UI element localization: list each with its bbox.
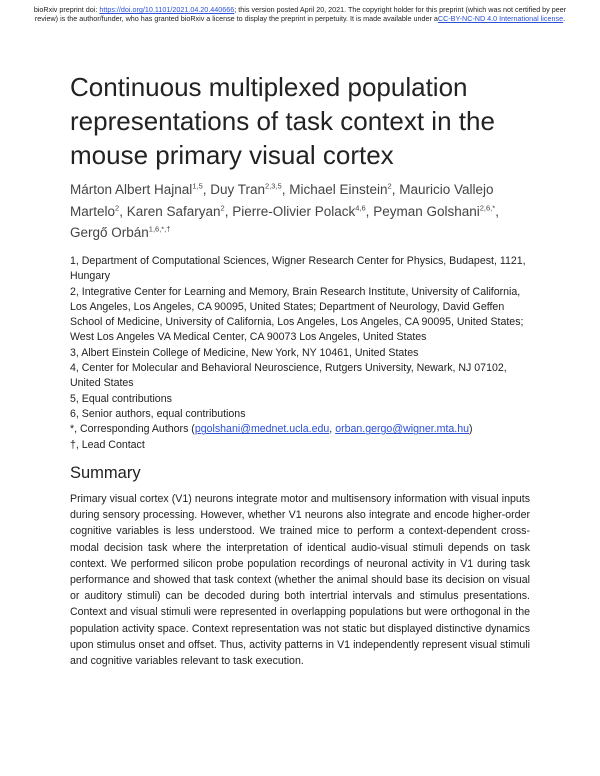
paper-title: Continuous multiplexed population representations of task context in the mouse primary visual cortex <box>70 72 495 170</box>
preprint-header: bioRxiv preprint doi: https://doi.org/10.1101/2021.04.20.440666; this version posted April 20, 2021. The copyright holder for this preprint (which was not certified by peer review) is the author/funder, who has granted bioRxiv a license to display the preprint in perpetuity. It is made available under aCC-BY-NC-ND 4.0 International license. <box>33 5 567 23</box>
author: Mauricio Vallejo Martelo$^2$, <box>70 182 494 219</box>
lead-contact: †, Lead Contact <box>70 438 145 451</box>
corresponding-authors: *, Corresponding Authors (pgolshani@mednet.ucla.edu, orban.gergo@wigner.mta.hu) <box>70 423 473 436</box>
email-link-golshani[interactable]: pgolshani@mednet.ucla.edu <box>194 423 330 436</box>
author: Márton Albert Hajnal$^{1,5}$, <box>70 181 211 197</box>
author: Michael Einstein$^2$, <box>289 181 400 197</box>
summary-text: Primary visual cortex (V1) neurons integrate motor and multisensory information with visual inputs during sensory processing. However, whether V1 neurons also integrate and encode higher-order cognitive variables is less understood. We trained mice to perform a context-dependent cross-modal decision task where the interpretation of identical audio-visual stimuli depends on task context. We performed silicon probe population recordings of neuronal activity in V1 during task performance and showed that task context (whether the animal should base its decision on visual or auditory stimuli) can be decoded during both intertrial intervals and stimulus presentations. Context and visual stimuli were represented in overlapping populations but were orthogonal in the population activity space. Context representation was not static but displayed distinctive dynamics upon stimulus onset and offset. Thus, activity patterns in V1 independently represent visual stimuli and cognitive variables relevant to task execution. <box>70 493 530 668</box>
doi-link[interactable]: https://doi.org/10.1101/2021.04.20.440666 <box>99 5 235 14</box>
affiliation-item: 3, Albert Einstein College of Medicine, New York, NY 10461, United States <box>70 346 419 359</box>
author: Karen Safaryan$^2$, <box>126 203 233 219</box>
author: Peyman Golshani$^{2,6,*}$, <box>373 203 499 219</box>
affiliation-item: 6, Senior authors, equal contributions <box>70 407 246 420</box>
email-link-orban[interactable]: orban.gergo@wigner.mta.hu <box>335 423 470 436</box>
affiliations <box>70 254 538 453</box>
affiliation-item: 1, Department of Computational Sciences, Wigner Research Center for Physics, Budapest, 1121, Hungary <box>70 255 526 283</box>
author: Gergő Orbán$^{1,6,*,\dagger}$ <box>70 224 171 240</box>
affiliation-item: 2, Integrative Center for Learning and Memory, Brain Research Institute, University of California, Los Angeles, Los Angeles, CA 90095, United States; Department of Neurology, David Geffen School of Medicine, University of California, Los Angeles, Los Angeles, CA 90095, United States; West Los Angeles VA Medical Center, CA 90073 Los Angeles, United States <box>70 285 524 344</box>
author: Pierre-Olivier Polack$^{4,6}$, <box>232 203 374 219</box>
author: Duy Tran$^{2,3,5}$, <box>210 181 290 197</box>
summary-heading: Summary <box>70 464 141 482</box>
affiliation-item: 4, Center for Molecular and Behavioral Neuroscience, Rutgers University, Newark, NJ 07102, United States <box>70 362 507 390</box>
author-list <box>70 179 540 244</box>
license-link[interactable]: CC-BY-NC-ND 4.0 International license <box>437 14 564 23</box>
affiliation-item: 5, Equal contributions <box>70 392 172 405</box>
